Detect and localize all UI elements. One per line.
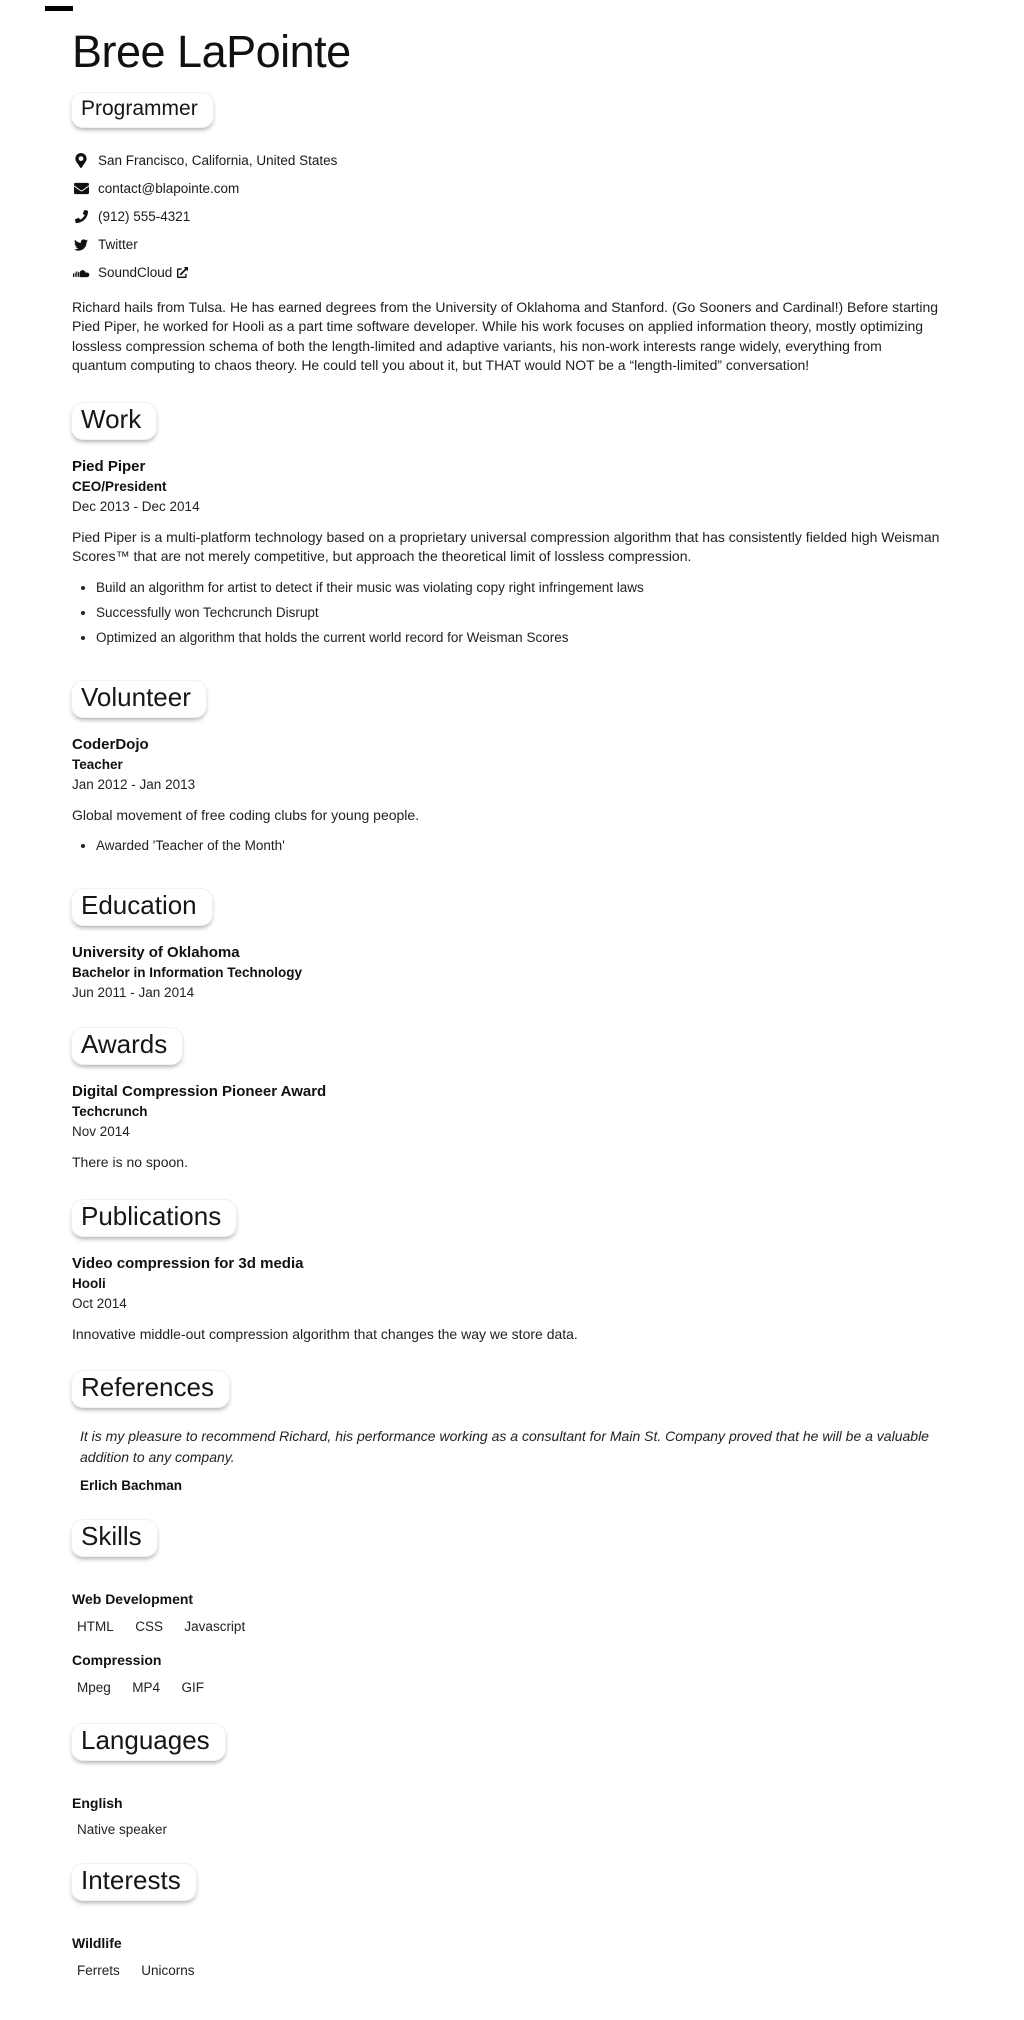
work-highlight-item: • Successfully won Techcrunch Disrupt bbox=[96, 604, 940, 622]
interest-keyword: Unicorns bbox=[141, 1963, 195, 1979]
skills-section bbox=[72, 1591, 940, 1697]
education-section bbox=[72, 944, 940, 1001]
education-dates: Jun 2011 - Jan 2014 bbox=[72, 985, 195, 1001]
publication-summary: Innovative middle-out compression algorithm that changes the way we store data. bbox=[72, 1325, 578, 1342]
soundcloud-icon bbox=[72, 267, 90, 278]
external-link-icon bbox=[177, 267, 188, 278]
soundcloud-link[interactable] bbox=[72, 264, 188, 282]
top-mark bbox=[45, 6, 73, 11]
skill-group-name: Compression bbox=[72, 1652, 162, 1669]
language-fluency: Native speaker bbox=[77, 1822, 168, 1838]
section-title-skills: Skills bbox=[71, 1519, 158, 1557]
interests-section bbox=[72, 1935, 940, 1980]
volunteer-summary: Global movement of free coding clubs for young people. bbox=[72, 806, 420, 823]
skill-keyword: HTML bbox=[77, 1619, 114, 1635]
contact-phone bbox=[72, 208, 940, 226]
contact-twitter bbox=[72, 236, 940, 254]
twitter-link[interactable] bbox=[72, 236, 138, 254]
reference-quote: It is my pleasure to recommend Richard, his performance working as a consultant for Main St. Company proved that he will be a valuable addition to any company. bbox=[80, 1428, 929, 1466]
section-title-education: Education bbox=[71, 888, 213, 926]
publications-section bbox=[72, 1255, 940, 1345]
section-title-volunteer: Volunteer bbox=[71, 680, 207, 718]
person-label: Programmer bbox=[71, 92, 214, 128]
volunteer-highlights bbox=[72, 837, 940, 855]
person-summary: Richard hails from Tulsa. He has earned degrees from the University of Oklahoma and Stanford. (Go Sooners and Cardinal!) Before starting Pied Piper, he worked for Hooli as a part time software developer. While his work focuses on applied information theory, mostly optimizing lossless compression schema of both the length-limited and adaptive variants, his non-work interests range widely, everything from quantum computing to chaos theory. He could tell you about it, but THAT would NOT be a “length-limited” conversation! bbox=[72, 298, 939, 374]
work-section bbox=[72, 458, 940, 647]
envelope-icon bbox=[72, 181, 90, 196]
skill-keywords bbox=[77, 1679, 940, 1697]
section-title-languages: Languages bbox=[71, 1723, 226, 1761]
interest-name: Wildlife bbox=[72, 1935, 122, 1952]
award-title: Digital Compression Pioneer Award bbox=[72, 1083, 327, 1101]
section-title-references: References bbox=[71, 1370, 230, 1408]
publication-date: Oct 2014 bbox=[72, 1295, 127, 1311]
education-institution: University of Oklahoma bbox=[72, 944, 240, 962]
skill-keyword: MP4 bbox=[132, 1680, 160, 1696]
volunteer-highlight-item: • Awarded 'Teacher of the Month' bbox=[96, 837, 940, 855]
volunteer-org-name: CoderDojo bbox=[72, 735, 149, 753]
contact-phone-text: (912) 555-4321 bbox=[98, 208, 191, 224]
skill-keyword: Javascript bbox=[184, 1619, 246, 1635]
contact-list bbox=[72, 152, 940, 282]
interest-keyword: Ferrets bbox=[77, 1963, 120, 1979]
map-marker-icon bbox=[72, 153, 90, 168]
skill-keyword: CSS bbox=[135, 1619, 163, 1635]
volunteer-dates: Jan 2012 - Jan 2013 bbox=[72, 776, 196, 792]
references-section bbox=[72, 1426, 940, 1493]
work-company-name: Pied Piper bbox=[72, 457, 146, 475]
contact-soundcloud-text: SoundCloud bbox=[98, 264, 173, 280]
publication-title: Video compression for 3d media bbox=[72, 1254, 304, 1272]
skill-group-name: Web Development bbox=[72, 1591, 194, 1608]
contact-email bbox=[72, 180, 940, 198]
work-highlights bbox=[72, 579, 940, 647]
languages-section bbox=[72, 1795, 940, 1837]
publication-publisher: Hooli bbox=[72, 1275, 106, 1291]
work-position: CEO/President bbox=[72, 478, 167, 494]
phone-icon bbox=[72, 210, 90, 223]
award-date: Nov 2014 bbox=[72, 1124, 130, 1140]
contact-twitter-text: Twitter bbox=[98, 236, 138, 252]
skill-keyword: GIF bbox=[181, 1680, 204, 1696]
education-degree: Bachelor in Information Technology bbox=[72, 965, 303, 981]
person-name: Bree LaPointe bbox=[72, 26, 351, 77]
contact-soundcloud bbox=[72, 264, 940, 282]
award-awarder: Techcrunch bbox=[72, 1104, 148, 1120]
language-name: English bbox=[72, 1795, 123, 1812]
awards-section bbox=[72, 1083, 940, 1173]
work-highlight-item: • Optimized an algorithm that holds the current world record for Weisman Scores bbox=[96, 629, 940, 647]
work-dates: Dec 2013 - Dec 2014 bbox=[72, 498, 200, 514]
twitter-icon bbox=[72, 238, 90, 252]
work-summary: Pied Piper is a multi-platform technology based on a proprietary universal compression algorithm that has consistently fielded high Weisman Scores™ that are not merely competitive, but approach the theoretical limit of lossless compression. bbox=[72, 528, 940, 565]
section-title-interests: Interests bbox=[71, 1863, 197, 1901]
volunteer-section bbox=[72, 736, 940, 856]
reference-name: Erlich Bachman bbox=[80, 1478, 183, 1494]
section-title-work: Work bbox=[71, 402, 157, 440]
contact-email-text: contact@blapointe.com bbox=[98, 180, 240, 196]
volunteer-position: Teacher bbox=[72, 756, 123, 772]
work-highlight-item: • Build an algorithm for artist to detect if their music was violating copy right infringement laws bbox=[96, 579, 940, 597]
section-title-publications: Publications bbox=[71, 1199, 237, 1237]
contact-location bbox=[72, 152, 940, 170]
award-summary: There is no spoon. bbox=[72, 1154, 188, 1171]
interest-keywords bbox=[77, 1962, 940, 1980]
skill-keywords bbox=[77, 1618, 940, 1636]
section-title-awards: Awards bbox=[71, 1027, 183, 1065]
contact-location-text: San Francisco, California, United States bbox=[98, 152, 338, 168]
skill-keyword: Mpeg bbox=[77, 1680, 111, 1696]
